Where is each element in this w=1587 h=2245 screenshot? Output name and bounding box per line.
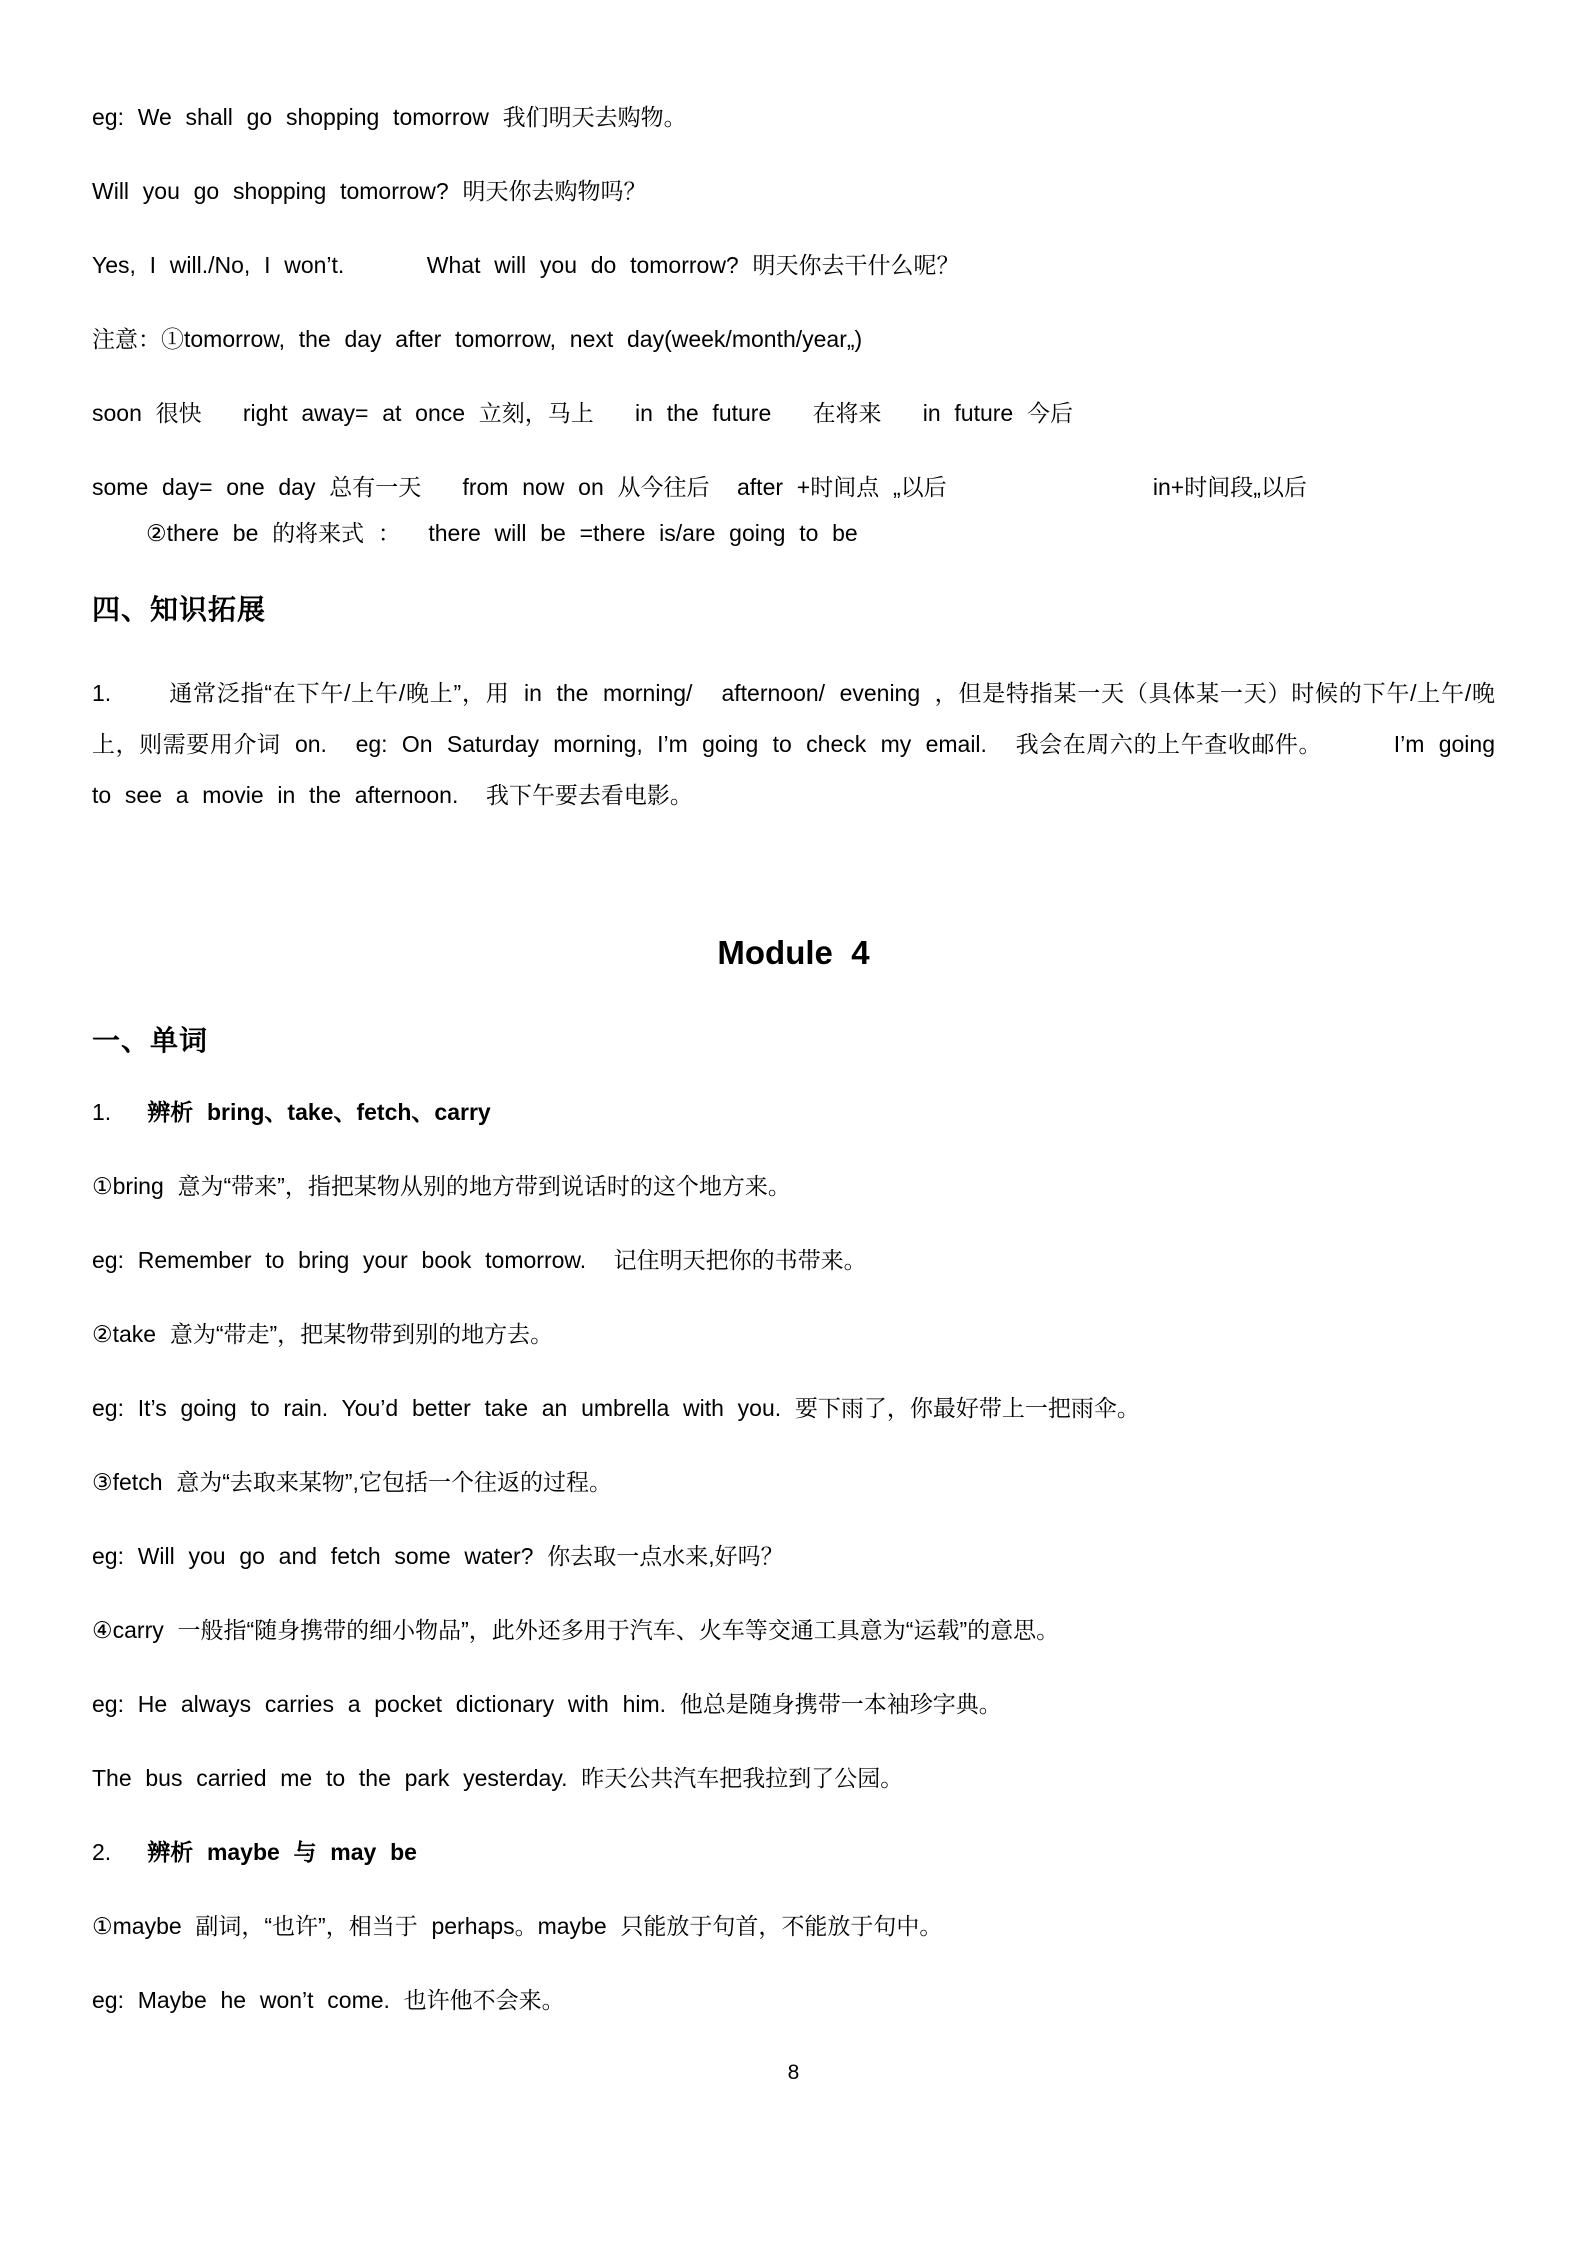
page-number: 8: [787, 2061, 800, 2084]
item1-title: 辨析 bring、take、fetch、carry: [147, 1099, 491, 1125]
item1-number: 1.: [92, 1099, 112, 1125]
heading-knowledge-expansion: 四、知识拓展: [92, 594, 267, 625]
paragraph-time-prepositions: 1. 通常泛指“在下午/上午/晚上”，用 in the morning/ afternoon/ evening ，但是特指某一天（具体某一天）时候的下午/上午/晚上，则需要用介词 on. eg: On Saturday morning, I’m going to check my email. 我会在周六的上午查收邮件。 I’m going to see a movie in the afternoon. 我下午要去看电影。: [92, 680, 1509, 808]
line-note-tomorrow: 注意：①tomorrow, the day after tomorrow, next day(week/month/year„): [92, 326, 863, 352]
line-bring-example: eg: Remember to bring your book tomorrow. 记住明天把你的书带来。: [92, 1247, 867, 1273]
line-bus-example: The bus carried me to the park yesterday. 昨天公共汽车把我拉到了公园。: [92, 1765, 904, 1791]
line-soon-phrases: soon 很快 right away= at once 立刻，马上 in the future 在将来 in future 今后: [92, 400, 1073, 426]
line-carry-example: eg: He always carries a pocket dictionary with him. 他总是随身携带一本袖珍字典。: [92, 1691, 1002, 1717]
line-maybe-example: eg: Maybe he won’t come. 也许他不会来。: [92, 1987, 565, 2013]
heading-words: 一、单词: [92, 1025, 209, 1056]
line-carry-definition: ④carry 一般指“随身携带的细小物品”，此外还多用于汽车、火车等交通工具意为“运载”的意思。: [92, 1617, 1060, 1643]
line-yes-no-answer: Yes, I will./No, I won’t. What will you do tomorrow? 明天你去干什么呢？: [92, 252, 960, 278]
line-someday-phrases: some day= one day 总有一天 from now on 从今往后 after +时间点 „以后 in+时间段„以后: [92, 474, 1307, 500]
line-fetch-definition: ③fetch 意为“去取来某物”,它包括一个往返的过程。: [92, 1469, 612, 1495]
line-fetch-example: eg: Will you go and fetch some water? 你去取一点水来,好吗？: [92, 1543, 784, 1569]
line-there-be: ②there be 的将来式 ： there will be =there is/are going to be: [146, 520, 858, 546]
item2-number: 2.: [92, 1839, 112, 1865]
line-maybe-definition: ①maybe 副词，“也许”，相当于 perhaps。maybe 只能放于句首，不能放于句中。: [92, 1913, 943, 1939]
line-eg-shopping: eg: We shall go shopping tomorrow 我们明天去购物。: [92, 104, 687, 130]
item2-heading: [92, 1839, 1495, 1865]
line-take-definition: ②take 意为“带走”，把某物带到别的地方去。: [92, 1321, 554, 1347]
line-will-you-go: Will you go shopping tomorrow? 明天你去购物吗？: [92, 178, 647, 204]
line-take-example: eg: It’s going to rain. You’d better take an umbrella with you. 要下雨了，你最好带上一把雨伞。: [92, 1395, 1140, 1421]
line-bring-definition: ①bring 意为“带来”，指把某物从别的地方带到说话时的这个地方来。: [92, 1173, 791, 1199]
item2-title: 辨析 maybe 与 may be: [147, 1839, 417, 1865]
module4-title: Module 4: [717, 934, 870, 971]
item1-heading: [92, 1099, 1495, 1125]
